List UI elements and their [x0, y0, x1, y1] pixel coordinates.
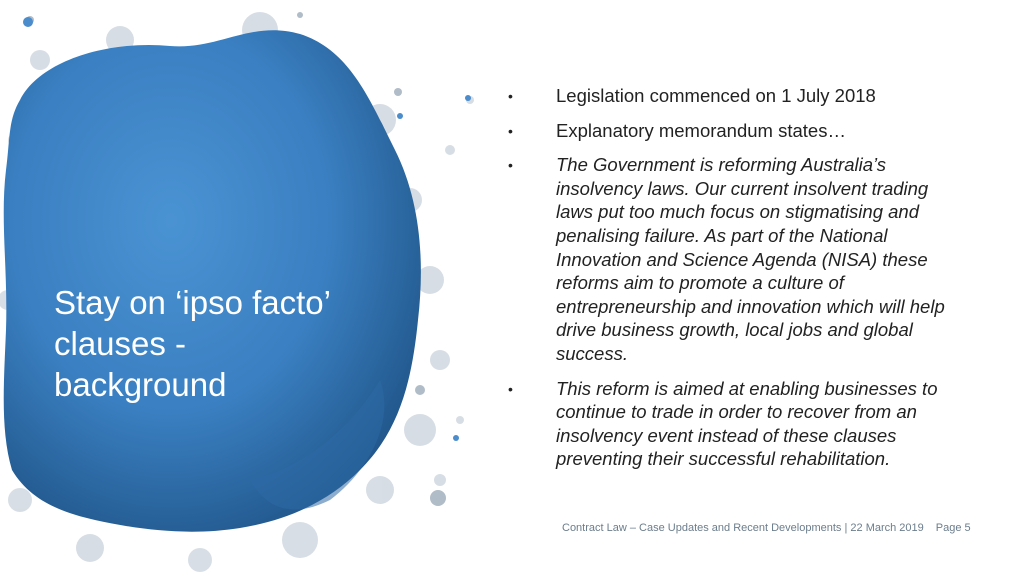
bullet-text: This reform is aimed at enabling businesses to continue to trade in order to recover from an insolvency event instead of these clauses preventing their successful rehabilitation.: [556, 377, 938, 470]
bullet-text: Legislation commenced on 1 July 2018: [556, 85, 876, 106]
bullet-text: Explanatory memorandum states…: [556, 119, 846, 141]
bullet-dot-icon: •: [508, 380, 513, 397]
bullet-dot-icon: •: [508, 122, 513, 139]
bullet-list: [508, 84, 968, 482]
bullet-dot-icon: •: [508, 88, 513, 104]
slide-title: Stay on ‘ipso facto’ clauses - background: [54, 284, 330, 403]
bullet-dot-icon: •: [508, 157, 513, 174]
bullet-item: [508, 377, 968, 471]
footer-text: Contract Law – Case Updates and Recent Developments | 22 March 2019: [562, 522, 924, 534]
bullet-text: The Government is reforming Australia’s insolvency laws. Our current insolvent trading laws put too much focus on stigmatising and penalising failure. As part of the National Innovation and Science Agenda (NISA) these reforms aim to promote a culture of entrepreneurship and innovation which will help drive business growth, local jobs and global success.: [556, 154, 945, 364]
bullet-item: [508, 84, 968, 108]
bullet-item: [508, 153, 968, 365]
page-number: Page 5: [935, 522, 971, 534]
slide-footer: [562, 522, 983, 534]
bullet-item: [508, 119, 968, 143]
